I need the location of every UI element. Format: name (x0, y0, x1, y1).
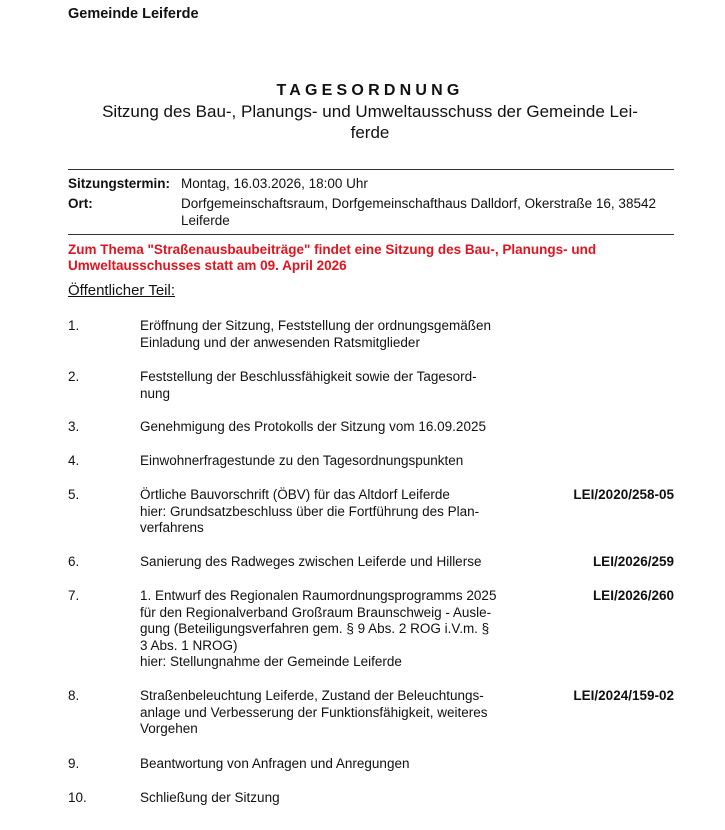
agenda-item (68, 487, 674, 537)
agenda-item-reference: LEI/2024/159-02 (573, 688, 674, 703)
agenda-item (68, 688, 674, 738)
agenda-item (68, 453, 674, 470)
agenda-item-reference (525, 756, 674, 773)
organization-name: Gemeinde Leiferde (68, 6, 199, 22)
agenda-item-text: Sanierung des Radweges zwischen Leiferde und Hillerse (140, 554, 482, 569)
agenda-item-text: 1. Entwurf des Regionalen Raumordnungsprogramms 2025 für den Regionalverband Großraum Braunschweig - Ausle- gung (Beteiligungsverfahren gem. § 9 Abs. 2 ROG i.V.m. § 3 Abs. 1 NROG) hier: Stellungnahme der Gemeinde Leiferde (140, 588, 497, 669)
agenda-item-number: 1. (68, 318, 80, 333)
agenda-item-number: 9. (68, 756, 80, 771)
agenda-item-number: 2. (68, 369, 80, 384)
meeting-location-label: Ort: (68, 196, 93, 211)
meeting-date-row (68, 175, 674, 192)
agenda-item (68, 588, 674, 671)
agenda-item (68, 756, 674, 773)
meeting-date-label: Sitzungstermin: (68, 176, 171, 191)
agenda-item-number: 7. (68, 588, 80, 603)
agenda-item-number: 5. (68, 487, 80, 502)
agenda-item-number: 10. (68, 790, 87, 805)
agenda-item-text: Genehmigung des Protokolls der Sitzung vom 16.09.2025 (140, 419, 486, 434)
meeting-details (68, 175, 674, 232)
agenda-item-text: Feststellung der Beschlussfähigkeit sowie der Tagesord- nung (140, 369, 477, 401)
agenda-item-text: Eröffnung der Sitzung, Feststellung der ordnungsgemäßen Einladung und der anwesenden Ratsmitglieder (140, 318, 491, 350)
notice-text: Zum Thema "Straßenausbaubeiträge" findet eine Sitzung des Bau-, Planungs- und Umweltausschusses statt am 09. April 2026 (68, 242, 597, 273)
agenda-item-text: Schließung der Sitzung (140, 790, 280, 805)
agenda-item-reference (525, 419, 674, 436)
agenda-item-text: Beantwortung von Anfragen und Anregungen (140, 756, 410, 771)
agenda-item (68, 790, 674, 807)
agenda-item-number: 3. (68, 419, 80, 434)
meeting-date-value: Montag, 16.03.2026, 18:00 Uhr (181, 176, 368, 191)
agenda-item-number: 4. (68, 453, 80, 468)
agenda-item-reference: LEI/2026/259 (592, 554, 674, 569)
agenda-item-reference (525, 369, 674, 402)
agenda-item-reference (525, 318, 674, 351)
agenda-item-text: Örtliche Bauvorschrift (ÖBV) für das Altdorf Leiferde hier: Grundsatzbeschluss über die Fortführung des Plan- verfahrens (140, 487, 480, 535)
divider-top (68, 169, 674, 170)
agenda-item-reference (525, 453, 674, 470)
agenda-item-text: Straßenbeleuchtung Leiferde, Zustand der Beleuchtungs- anlage und Verbesserung der Funktionsfähigkeit, weiteres Vorgehen (140, 688, 488, 736)
agenda-item (68, 419, 674, 436)
agenda-item-reference: LEI/2020/258-05 (573, 487, 674, 502)
agenda-item-text: Einwohnerfragestunde zu den Tagesordnungspunkten (140, 453, 464, 468)
meeting-location-value: Dorfgemeinschaftsraum, Dorfgemeinschafthaus Dalldorf, Okerstraße 16, 38542 Leiferde (181, 196, 656, 228)
agenda-item-number: 8. (68, 688, 80, 703)
agenda-item (68, 554, 674, 571)
meeting-location-row (68, 195, 674, 229)
agenda-item (68, 318, 674, 351)
agenda-item-number: 6. (68, 554, 80, 569)
page-title: TAGESORDNUNG (276, 82, 464, 99)
meeting-subtitle: Sitzung des Bau-, Planungs- und Umweltausschuss der Gemeinde Lei- ferde (102, 102, 638, 142)
agenda-item (68, 369, 674, 402)
agenda-item-reference: LEI/2026/260 (592, 588, 674, 603)
divider-bottom (68, 234, 674, 235)
agenda-item-reference (525, 790, 674, 807)
section-title: Öffentlicher Teil: (68, 282, 175, 299)
